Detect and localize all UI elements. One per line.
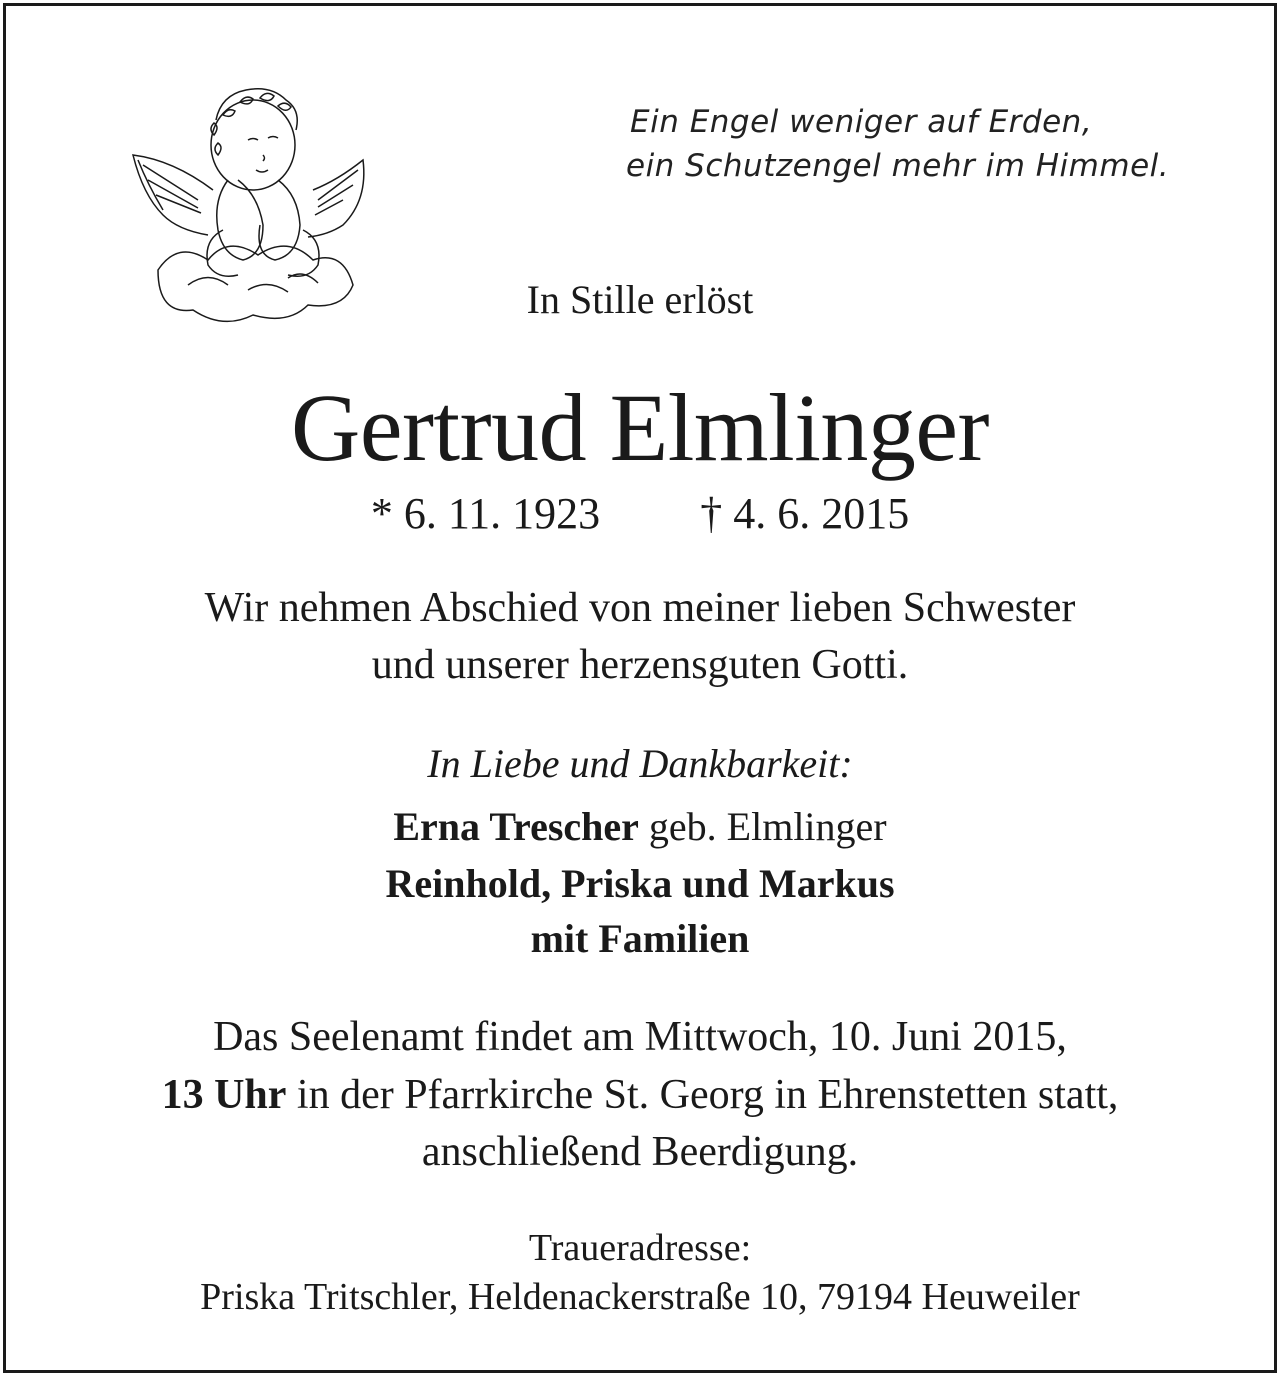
epitaph-quote <box>626 100 1250 188</box>
death-date: † 4. 6. 2015 <box>700 489 910 538</box>
signature-person-1: Erna Trescher <box>393 804 639 849</box>
signature-person-1-suffix: geb. Elmlinger <box>638 804 887 849</box>
message-line-1: Wir nehmen Abschied von meiner lieben Schwester <box>204 585 1076 631</box>
service-location: in der Pfarrkirche St. Georg in Ehrenstetten statt, <box>286 1072 1119 1118</box>
birth-date: * 6. 11. 1923 <box>370 489 601 538</box>
service-time: 13 Uhr <box>161 1072 287 1118</box>
deceased-name: Gertrud Elmlinger <box>291 374 989 481</box>
signature-heading: In Liebe und Dankbarkeit: <box>427 741 853 786</box>
life-dates <box>0 488 1280 539</box>
signature-line-1 <box>0 803 1280 850</box>
signature-line-3: mit Familien <box>530 916 750 961</box>
service-line-3: anschließend Beerdigung. <box>421 1129 859 1175</box>
intro-text: In Stille erlöst <box>526 277 754 322</box>
service-line-2 <box>0 1071 1280 1119</box>
address-label: Traueradresse: <box>528 1227 752 1269</box>
address-value: Priska Tritschler, Heldenackerstraße 10, 79194 Heuweiler <box>200 1276 1080 1318</box>
service-line-1: Das Seelenamt findet am Mittwoch, 10. Juni 2015, <box>213 1014 1067 1060</box>
quote-line-1: Ein Engel weniger auf Erden, <box>630 104 1093 140</box>
quote-line-2: ein Schutzengel mehr im Himmel. <box>626 148 1170 184</box>
message-line-2: und unserer herzensguten Gotti. <box>371 642 909 688</box>
signature-line-2: Reinhold, Priska und Markus <box>385 861 895 906</box>
